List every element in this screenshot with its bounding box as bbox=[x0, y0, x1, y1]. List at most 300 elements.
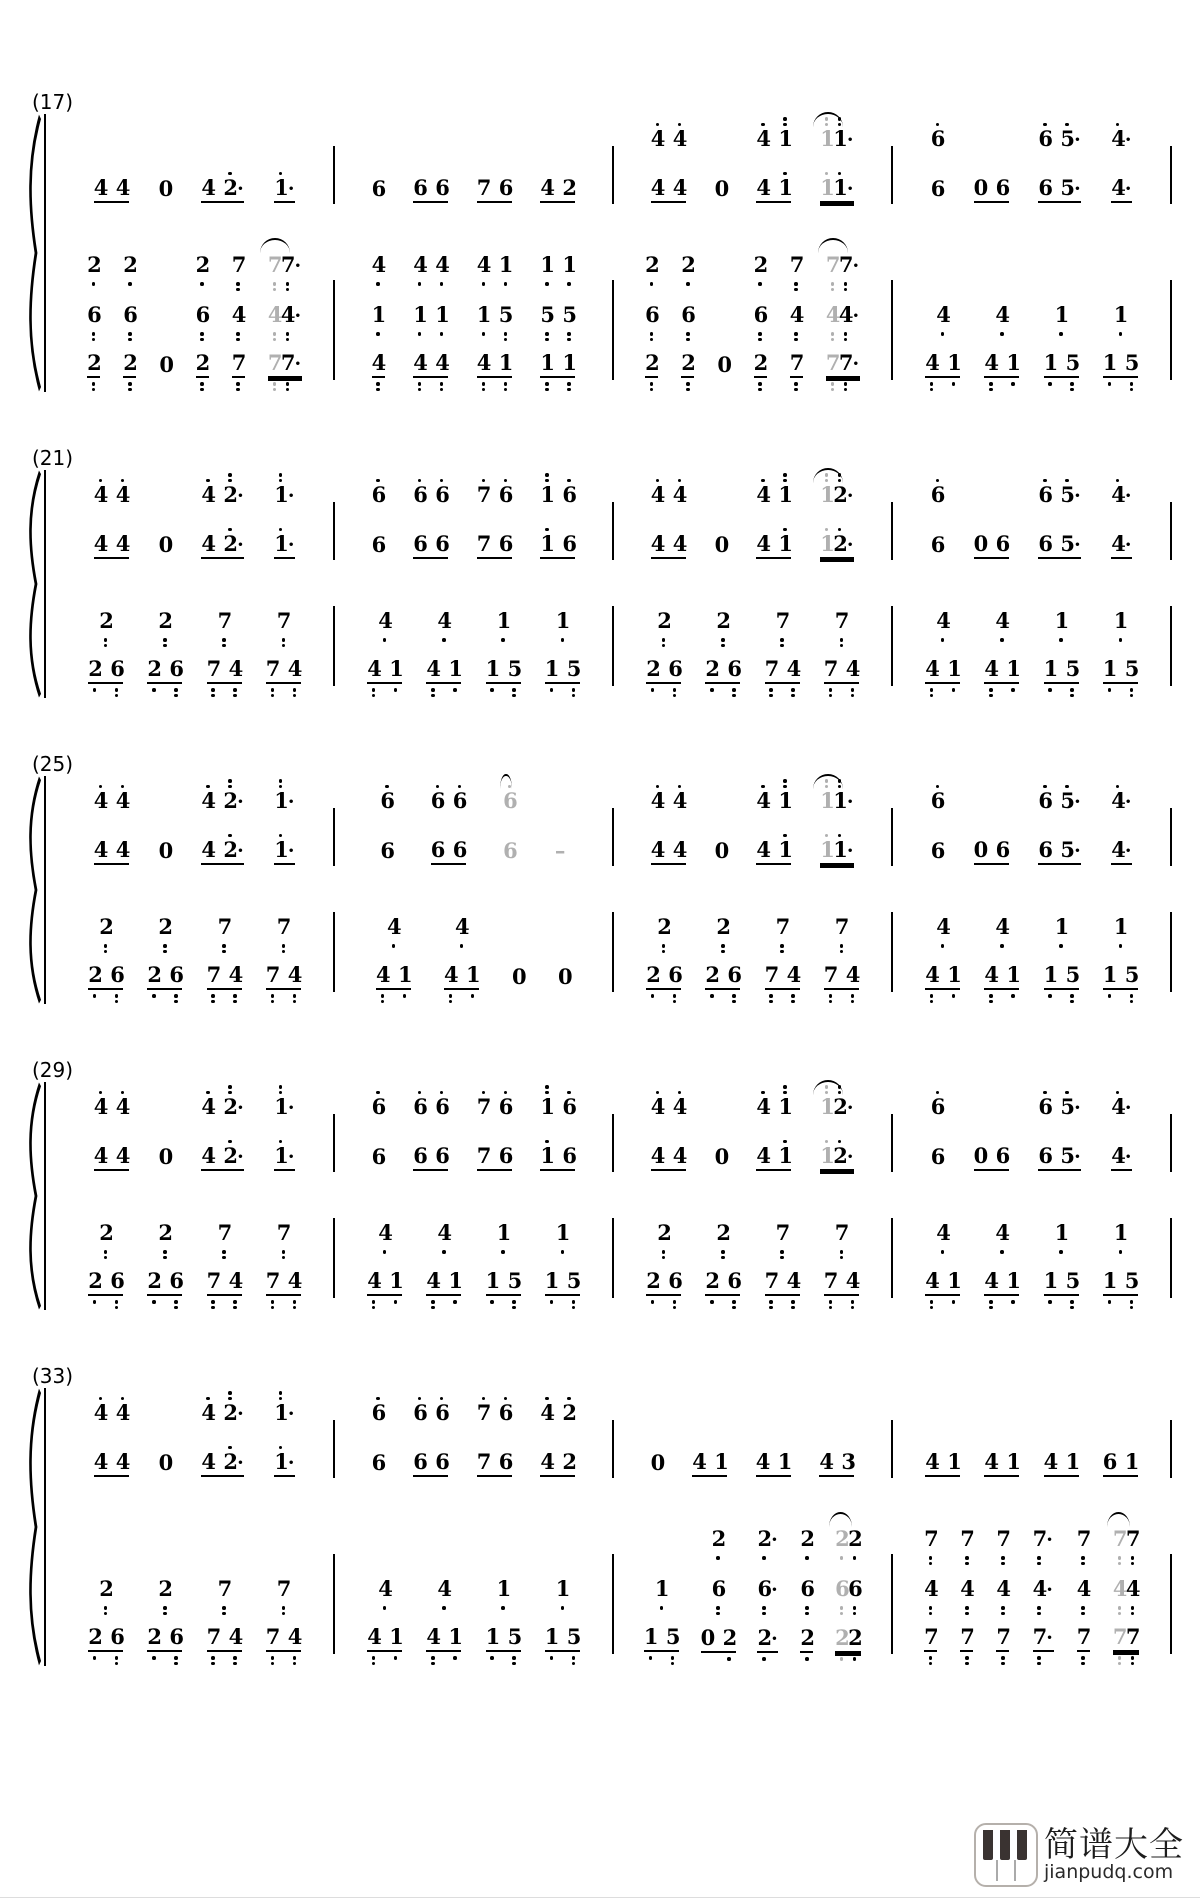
note-glyph-row bbox=[835, 609, 848, 634]
note-glyph: 4 bbox=[984, 350, 999, 375]
note-glyph-row bbox=[715, 177, 728, 202]
octave-dot bbox=[650, 382, 654, 386]
note-column bbox=[477, 242, 512, 392]
note-glyph: 1 bbox=[778, 482, 794, 507]
note-glyph: 7 bbox=[789, 350, 805, 375]
note-glyph: 5 bbox=[1065, 962, 1081, 987]
note-glyph: 6 bbox=[1038, 788, 1054, 813]
octave-dot bbox=[840, 950, 844, 954]
note-glyph: 7 bbox=[276, 1220, 292, 1245]
octave-dot bbox=[222, 644, 226, 648]
note-cell bbox=[1113, 1616, 1139, 1666]
note-glyph-row bbox=[651, 483, 686, 508]
dots-below-slot bbox=[508, 1299, 521, 1310]
note-glyph-row bbox=[274, 789, 295, 814]
note-glyph-row bbox=[1113, 1625, 1139, 1652]
note-glyph: 1 bbox=[1006, 962, 1021, 987]
note-glyph: 1 bbox=[778, 175, 794, 200]
note-glyph-row bbox=[655, 1577, 668, 1602]
note-column bbox=[1038, 1084, 1081, 1184]
note-glyph: 4 bbox=[367, 1268, 382, 1293]
note-column bbox=[651, 116, 686, 216]
note-glyph: 4 bbox=[378, 1576, 393, 1601]
note-glyph-row bbox=[207, 1625, 242, 1652]
octave-dot bbox=[732, 688, 736, 692]
note-glyph: 4 bbox=[201, 1400, 217, 1425]
octave-dots-below bbox=[207, 1655, 242, 1666]
note-cell bbox=[1114, 292, 1127, 342]
note-cell bbox=[931, 1084, 944, 1134]
dots-below-slot bbox=[281, 331, 294, 342]
octave-dot bbox=[805, 1606, 809, 1610]
octave-dots-below bbox=[1038, 511, 1081, 522]
octave-dots-below bbox=[924, 1655, 937, 1666]
dots-below-slot bbox=[727, 687, 740, 698]
octave-dots-below bbox=[94, 1429, 129, 1440]
octave-dots-below bbox=[651, 1174, 686, 1184]
note-cell bbox=[540, 522, 575, 572]
note-glyph: 1 bbox=[947, 962, 962, 987]
note-glyph: 4 bbox=[376, 962, 391, 987]
octave-dot bbox=[392, 944, 396, 948]
octave-dot bbox=[952, 382, 956, 386]
octave-dots-below bbox=[644, 1655, 679, 1666]
note-cell bbox=[1113, 1516, 1139, 1566]
note-glyph-row bbox=[274, 1144, 295, 1171]
note-cell bbox=[646, 648, 681, 698]
dots-below-slot bbox=[1125, 1299, 1138, 1310]
dots-below-slot bbox=[924, 1655, 937, 1666]
note-glyph-row bbox=[645, 351, 658, 378]
note-glyph-row bbox=[158, 609, 171, 634]
note-cell bbox=[984, 1260, 1019, 1310]
note-glyph: 4 bbox=[93, 531, 109, 556]
note-glyph: 4 bbox=[267, 302, 283, 327]
note-glyph: 7 bbox=[231, 252, 247, 277]
note-cell bbox=[1038, 166, 1081, 216]
note-cell bbox=[99, 904, 112, 954]
dots-below-slot bbox=[196, 381, 209, 392]
augmentation-dot: · bbox=[1074, 178, 1081, 200]
note-column bbox=[159, 778, 172, 878]
dots-below-slot bbox=[389, 1655, 402, 1661]
note-glyph: 1 bbox=[1043, 656, 1059, 681]
note-glyph: 1 bbox=[778, 1094, 794, 1119]
octave-dots-below bbox=[545, 1299, 580, 1310]
octave-dots-below bbox=[820, 1174, 854, 1184]
octave-dot bbox=[293, 994, 297, 998]
augmentation-dot: · bbox=[287, 1403, 295, 1425]
octave-dot bbox=[482, 332, 486, 336]
octave-dots-below bbox=[1111, 206, 1132, 216]
octave-dot bbox=[92, 338, 96, 342]
note-glyph: 4 bbox=[672, 788, 688, 813]
note-glyph: 4 bbox=[540, 175, 555, 200]
octave-dot bbox=[952, 688, 956, 692]
note-glyph-row bbox=[1077, 1577, 1090, 1602]
note-glyph: 1 bbox=[1102, 1268, 1118, 1293]
note-glyph-row bbox=[94, 838, 129, 865]
note-cell bbox=[657, 904, 670, 954]
dots-below-slot bbox=[839, 281, 852, 292]
note-glyph: 4 bbox=[838, 302, 854, 327]
note-cell bbox=[1044, 1440, 1079, 1490]
dots-below-slot bbox=[924, 1555, 937, 1566]
note-cell bbox=[274, 1134, 295, 1184]
note-glyph-row bbox=[1077, 1625, 1090, 1652]
note-glyph-row bbox=[1038, 1144, 1081, 1171]
dots-below-slot bbox=[839, 381, 852, 392]
octave-dots-below bbox=[717, 381, 730, 392]
note-glyph-row bbox=[147, 963, 182, 990]
note-column bbox=[201, 1390, 244, 1490]
dots-below-slot bbox=[477, 381, 490, 392]
note-cell bbox=[477, 292, 512, 342]
measure bbox=[335, 116, 612, 216]
note-cell bbox=[201, 778, 244, 828]
note-column bbox=[147, 1210, 182, 1310]
note-cell bbox=[790, 342, 803, 392]
dots-below-slot bbox=[839, 331, 852, 342]
note-glyph: 1 bbox=[274, 175, 289, 200]
note-glyph-row bbox=[274, 1401, 295, 1426]
note-glyph-row bbox=[824, 963, 859, 990]
octave-dots-below bbox=[201, 1174, 244, 1184]
octave-dots-below bbox=[201, 1429, 244, 1440]
octave-dots-below bbox=[540, 511, 575, 522]
note-glyph-row bbox=[545, 1625, 580, 1652]
note-glyph: 6 bbox=[413, 1449, 428, 1474]
note-glyph: 6 bbox=[498, 1094, 514, 1119]
octave-dot bbox=[829, 1306, 833, 1310]
note-column bbox=[372, 472, 385, 572]
octave-dots-below bbox=[88, 1299, 123, 1310]
note-glyph: 6 bbox=[498, 175, 514, 200]
note-glyph: 4 bbox=[925, 350, 940, 375]
note-glyph: 1 bbox=[820, 837, 835, 862]
note-glyph-row bbox=[497, 1577, 510, 1602]
octave-dots-below bbox=[756, 817, 791, 828]
note-glyph: 2 bbox=[800, 1625, 815, 1650]
note-column bbox=[1103, 598, 1138, 698]
note-cell bbox=[540, 472, 575, 522]
note-cell bbox=[201, 1440, 244, 1490]
note-cell bbox=[1055, 598, 1068, 648]
note-glyph-row bbox=[387, 915, 400, 940]
note-glyph-row bbox=[147, 657, 182, 684]
octave-dot bbox=[222, 944, 226, 948]
note-glyph-row bbox=[925, 963, 960, 990]
note-cell bbox=[925, 648, 960, 698]
note-column bbox=[266, 1210, 301, 1310]
note-glyph: 4 bbox=[115, 531, 131, 556]
octave-dots-below bbox=[380, 867, 393, 878]
octave-dots-below bbox=[1055, 943, 1068, 954]
note-glyph: 1 bbox=[778, 1143, 794, 1168]
octave-dots-below bbox=[274, 1174, 295, 1184]
note-glyph: 6 bbox=[371, 1144, 387, 1169]
note-glyph: 6 bbox=[413, 1400, 428, 1425]
dots-below-slot bbox=[266, 1299, 279, 1310]
dots-below-slot bbox=[218, 637, 231, 648]
note-glyph: 6 bbox=[1038, 1094, 1054, 1119]
note-glyph: 6 bbox=[727, 1268, 742, 1293]
dots-below-slot bbox=[646, 993, 659, 999]
note-cell bbox=[540, 1390, 575, 1440]
note-glyph: 7 bbox=[265, 962, 281, 987]
staves bbox=[56, 776, 1172, 1004]
octave-dots-below bbox=[1038, 868, 1081, 878]
note-glyph-row bbox=[715, 533, 728, 558]
octave-dot bbox=[732, 1306, 736, 1310]
note-column bbox=[431, 778, 466, 878]
octave-dots-below bbox=[413, 381, 448, 392]
note-cell bbox=[1038, 472, 1081, 522]
note-glyph: 1 bbox=[498, 252, 514, 277]
octave-dot bbox=[115, 694, 119, 698]
note-glyph: 4 bbox=[845, 1268, 861, 1293]
note-glyph: 4 bbox=[413, 350, 428, 375]
dots-below-slot bbox=[229, 687, 242, 698]
note-cell bbox=[645, 242, 658, 292]
note-glyph-row bbox=[1114, 915, 1127, 940]
note-glyph: 1 bbox=[371, 302, 387, 327]
note-glyph: 2 bbox=[147, 1268, 162, 1293]
note-glyph: 6 bbox=[1038, 837, 1054, 862]
note-glyph-row bbox=[556, 1221, 569, 1246]
note-glyph: 1 bbox=[555, 608, 571, 633]
octave-dot bbox=[152, 1300, 156, 1304]
note-glyph-row bbox=[756, 126, 794, 152]
note-glyph-row bbox=[646, 1269, 681, 1296]
note-glyph: 1 bbox=[1006, 1449, 1021, 1474]
note-cell bbox=[657, 598, 670, 648]
dots-below-slot bbox=[727, 993, 740, 1004]
octave-dot bbox=[152, 994, 156, 998]
note-column bbox=[274, 472, 295, 572]
octave-dots-below bbox=[87, 331, 100, 342]
octave-dots-below bbox=[545, 1655, 580, 1666]
note-glyph: 6 bbox=[435, 1143, 450, 1168]
note-glyph-row bbox=[266, 963, 301, 990]
treble-stave bbox=[56, 1390, 1172, 1490]
dots-below-slot bbox=[486, 1299, 499, 1305]
note-cell bbox=[207, 954, 242, 1004]
note-glyph: 6 bbox=[727, 962, 742, 987]
note-glyph: 2 bbox=[848, 1625, 863, 1650]
octave-dot bbox=[651, 688, 655, 692]
note-glyph-row bbox=[232, 351, 245, 378]
note-glyph: 4 bbox=[786, 1268, 802, 1293]
note-glyph-row bbox=[790, 303, 803, 328]
watermark-brand: 简谱大全 bbox=[1044, 1825, 1184, 1865]
note-glyph: 4 bbox=[115, 1449, 131, 1474]
treble-stave bbox=[56, 116, 1172, 216]
dots-below-slot bbox=[508, 687, 521, 698]
note-glyph: 6 bbox=[413, 175, 428, 200]
octave-dots-below bbox=[824, 687, 859, 698]
note-column bbox=[715, 472, 728, 572]
dots-below-slot bbox=[207, 687, 220, 698]
octave-dot bbox=[550, 688, 554, 692]
octave-dot bbox=[128, 332, 132, 336]
note-cell bbox=[455, 904, 468, 954]
note-cell bbox=[820, 116, 854, 166]
octave-dot bbox=[504, 388, 508, 392]
octave-dots-below bbox=[372, 1123, 385, 1134]
note-glyph: 2 bbox=[833, 482, 848, 507]
note-glyph: 4 bbox=[1111, 788, 1126, 813]
octave-dots-below bbox=[1111, 155, 1132, 166]
octave-dots-below bbox=[1038, 155, 1081, 166]
octave-dots-below bbox=[159, 561, 172, 572]
note-column bbox=[201, 472, 244, 572]
note-glyph-row bbox=[87, 303, 100, 328]
note-glyph: 2 bbox=[562, 1449, 577, 1474]
augmentation-dot: · bbox=[1074, 129, 1081, 151]
note-glyph: 4 bbox=[672, 175, 688, 200]
octave-dot bbox=[431, 1656, 435, 1660]
dots-below-slot bbox=[1114, 637, 1127, 643]
note-glyph-row bbox=[756, 1450, 791, 1477]
note-glyph: 7 bbox=[775, 914, 791, 939]
octave-dot bbox=[163, 1606, 167, 1610]
octave-dot bbox=[211, 688, 215, 692]
dots-below-slot bbox=[266, 1655, 279, 1666]
note-cell bbox=[824, 1260, 859, 1310]
measure bbox=[614, 1516, 891, 1666]
octave-dot bbox=[273, 282, 277, 286]
note-glyph: 5 bbox=[566, 1268, 582, 1293]
note-cell bbox=[924, 1566, 937, 1616]
note-glyph: 1 bbox=[778, 837, 794, 862]
system-17 bbox=[26, 90, 1172, 392]
octave-dot bbox=[271, 1662, 275, 1666]
note-glyph-row bbox=[413, 303, 448, 328]
note-glyph: 1 bbox=[274, 482, 289, 507]
octave-dots-below bbox=[651, 1123, 686, 1134]
note-glyph: 1 bbox=[1124, 1449, 1140, 1474]
note-glyph: 2 bbox=[158, 914, 173, 939]
octave-dots-below bbox=[984, 687, 1019, 698]
octave-dots-below bbox=[201, 1123, 244, 1134]
note-glyph: 2 bbox=[87, 252, 102, 277]
note-cell bbox=[540, 1134, 575, 1184]
note-glyph: 7 bbox=[838, 350, 854, 375]
octave-dots-below bbox=[99, 1249, 112, 1260]
dots-below-slot bbox=[110, 993, 123, 1004]
note-glyph: 4 bbox=[936, 914, 951, 939]
dots-below-slot bbox=[389, 1299, 402, 1305]
octave-dot bbox=[721, 638, 725, 642]
note-column bbox=[477, 472, 512, 572]
note-glyph: 1 bbox=[562, 252, 577, 277]
octave-dot bbox=[840, 1250, 844, 1254]
dots-below-slot bbox=[466, 993, 479, 999]
octave-dots-below bbox=[646, 1299, 681, 1310]
note-column bbox=[765, 1210, 800, 1310]
note-glyph-row bbox=[413, 351, 448, 378]
note-glyph: 6 bbox=[452, 788, 468, 813]
note-glyph: 2 bbox=[87, 350, 102, 375]
note-glyph: 6 bbox=[371, 1400, 387, 1425]
note-glyph-row bbox=[820, 483, 854, 508]
note-glyph: 5 bbox=[1065, 350, 1081, 375]
dots-below-slot bbox=[99, 1605, 112, 1616]
note-glyph-row bbox=[94, 789, 129, 814]
note-cell bbox=[820, 778, 854, 828]
octave-dots-below bbox=[820, 206, 854, 216]
octave-dot bbox=[840, 944, 844, 948]
note-glyph: 4 bbox=[476, 252, 492, 277]
note-glyph: 6 bbox=[1038, 1143, 1054, 1168]
octave-dot bbox=[844, 332, 848, 336]
note-glyph-row bbox=[477, 1095, 512, 1120]
octave-dots-below bbox=[924, 1605, 937, 1616]
note-glyph: 1 bbox=[1113, 608, 1129, 633]
note-cell bbox=[426, 1616, 461, 1666]
note-glyph: 4 bbox=[115, 1094, 131, 1119]
octave-dot bbox=[965, 1556, 969, 1560]
note-glyph: 7 bbox=[1076, 1526, 1092, 1551]
note-glyph: 1 bbox=[1102, 350, 1118, 375]
octave-dots-below bbox=[1103, 687, 1138, 698]
note-glyph-row bbox=[776, 609, 789, 634]
note-column bbox=[646, 904, 681, 1004]
note-glyph-row bbox=[1044, 963, 1079, 990]
octave-dots-below bbox=[925, 1299, 960, 1310]
octave-dot bbox=[1070, 994, 1074, 998]
octave-dots-below bbox=[1038, 562, 1081, 572]
note-cell bbox=[277, 904, 290, 954]
note-glyph-row bbox=[277, 1577, 290, 1602]
note-glyph-row bbox=[540, 1401, 575, 1426]
octave-dot bbox=[550, 1300, 554, 1304]
octave-dot bbox=[236, 282, 240, 286]
octave-dots-below bbox=[974, 562, 1009, 572]
note-glyph-row bbox=[277, 1221, 290, 1246]
octave-dot bbox=[710, 688, 714, 692]
augmentation-dot: · bbox=[1074, 1146, 1081, 1168]
octave-dots-below bbox=[477, 562, 512, 572]
octave-dot bbox=[1081, 1562, 1085, 1566]
note-glyph: 2 bbox=[123, 350, 138, 375]
note-glyph-row bbox=[207, 963, 242, 990]
note-cell bbox=[486, 1616, 521, 1666]
octave-dot bbox=[163, 950, 167, 954]
note-glyph: 2 bbox=[800, 1526, 815, 1551]
note-cell bbox=[88, 1260, 123, 1310]
note-glyph: 1 bbox=[1054, 914, 1070, 939]
octave-dot bbox=[372, 1306, 376, 1310]
octave-dots-below bbox=[444, 993, 479, 1004]
octave-dot bbox=[1001, 1662, 1005, 1666]
note-glyph: 2 bbox=[757, 1625, 773, 1650]
note-glyph: 6 bbox=[498, 1400, 514, 1425]
octave-dots-below bbox=[1077, 1605, 1090, 1616]
note-glyph: 7 bbox=[265, 1268, 281, 1293]
octave-dot bbox=[952, 1300, 956, 1304]
octave-dot bbox=[1108, 382, 1112, 386]
octave-dot bbox=[93, 1300, 97, 1304]
note-column bbox=[486, 1210, 521, 1310]
note-glyph-row bbox=[1111, 1095, 1132, 1120]
dots-below-slot bbox=[477, 281, 490, 287]
note-cell bbox=[692, 1440, 727, 1490]
note-column bbox=[540, 116, 575, 216]
note-glyph-row bbox=[201, 789, 244, 814]
note-glyph: 2 bbox=[722, 1625, 738, 1650]
